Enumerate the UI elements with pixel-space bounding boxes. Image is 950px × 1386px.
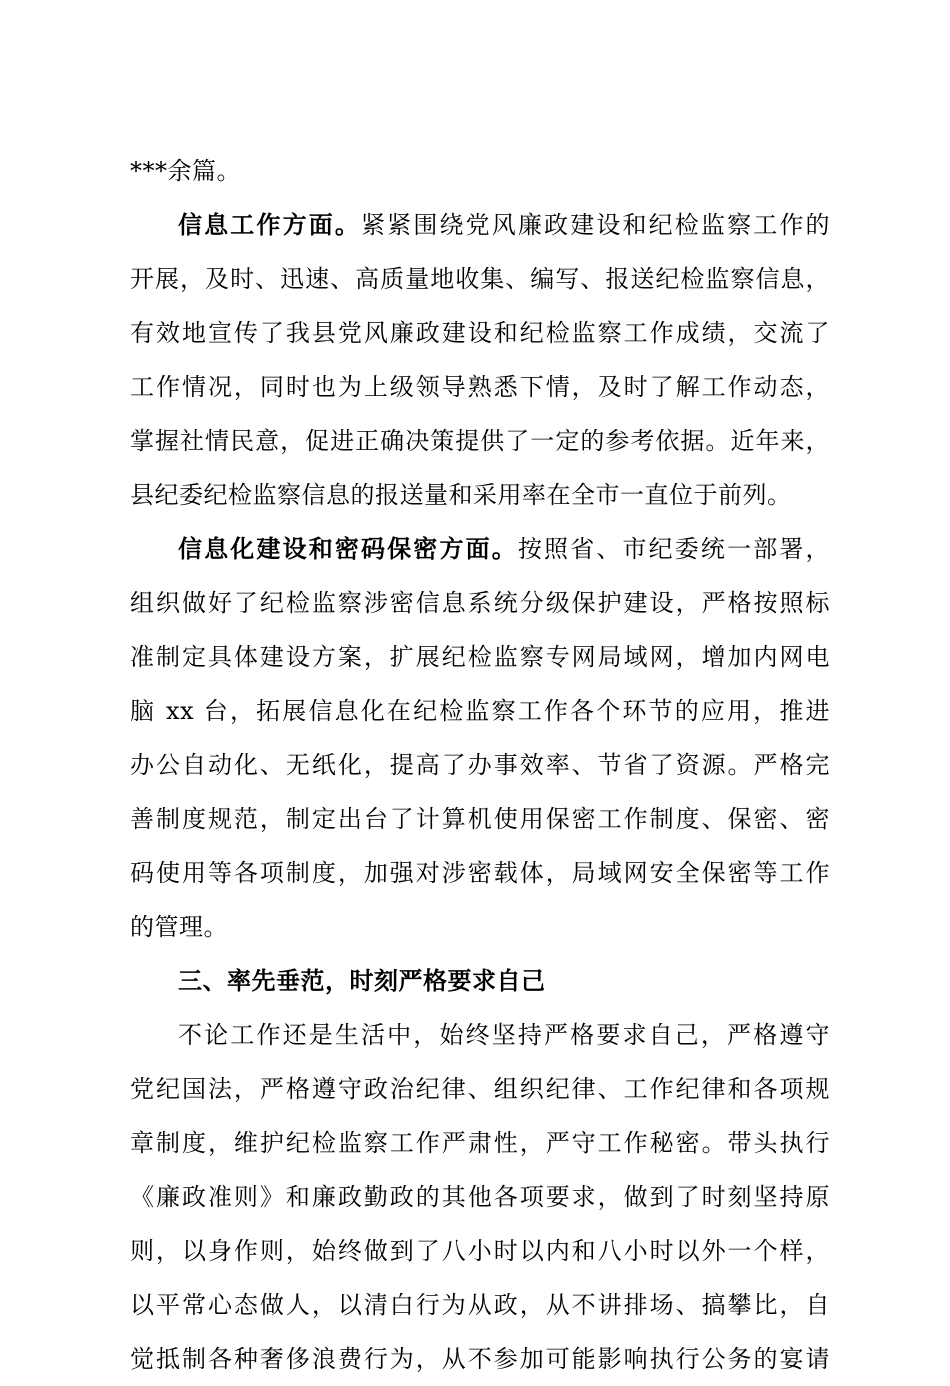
info-work-line-1 (130, 198, 830, 252)
info-work-line-4: 工作情况，同时也为上级领导熟悉下情，及时了解工作动态， (130, 373, 830, 401)
informatization-line-7: 码使用等各项制度，加强对涉密载体，局域网安全保密等工作 (130, 859, 830, 887)
informatization-line-3: 准制定具体建设方案，扩展纪检监察专网局域网，增加内网电 (130, 643, 830, 671)
section-three-heading: 三、率先垂范，时刻严格要求自己 (178, 967, 546, 995)
section-three-line-4: 《廉政准则》和廉政勤政的其他各项要求，做到了时刻坚持原 (130, 1183, 830, 1211)
info-work-text-1: 紧紧围绕党风廉政建设和纪检监察工作的 (361, 211, 831, 239)
informatization-line-2: 组织做好了纪检监察涉密信息系统分级保护建设，严格按照标 (130, 589, 830, 617)
section-three-line-6: 以平常心态做人，以清白行为从政，从不讲排场、搞攀比，自 (130, 1291, 830, 1319)
info-work-line-5: 掌握社情民意，促进正确决策提供了一定的参考依据。近年来， (130, 427, 830, 455)
document-body (130, 144, 830, 1386)
info-work-line-3: 有效地宣传了我县党风廉政建设和纪检监察工作成绩，交流了 (130, 319, 830, 347)
informatization-line-1 (130, 522, 830, 576)
info-work-line-6: 县纪委纪检监察信息的报送量和采用率在全市一直位于前列。 (130, 481, 792, 509)
section-three-line-7: 觉抵制各种奢侈浪费行为，从不参加可能影响执行公务的宴请 (130, 1345, 830, 1373)
informatization-label: 信息化建设和密码保密方面。 (178, 535, 518, 563)
informatization-text-1: 按照省、市纪委统一部署， (517, 535, 831, 563)
section-three-line-5: 则，以身作则，始终做到了八小时以内和八小时以外一个样， (130, 1237, 830, 1265)
info-work-line-2: 开展，及时、迅速、高质量地收集、编写、报送纪检监察信息， (130, 265, 830, 293)
informatization-line-5: 办公自动化、无纸化，提高了办事效率、节省了资源。严格完 (130, 751, 830, 779)
continuation-line: ***余篇。 (130, 157, 241, 185)
info-work-label: 信息工作方面。 (178, 211, 362, 239)
informatization-line-8: 的管理。 (130, 913, 228, 941)
informatization-line-4: 脑 xx 台，拓展信息化在纪检监察工作各个环节的应用，推进 (130, 697, 830, 725)
section-three-line-1: 不论工作还是生活中，始终坚持严格要求自己，严格遵守 (178, 1021, 830, 1049)
informatization-line-6: 善制度规范，制定出台了计算机使用保密工作制度、保密、密 (130, 805, 830, 833)
section-three-line-3: 章制度，维护纪检监察工作严肃性，严守工作秘密。带头执行 (130, 1129, 830, 1157)
section-three-line-2: 党纪国法，严格遵守政治纪律、组织纪律、工作纪律和各项规 (130, 1075, 830, 1103)
